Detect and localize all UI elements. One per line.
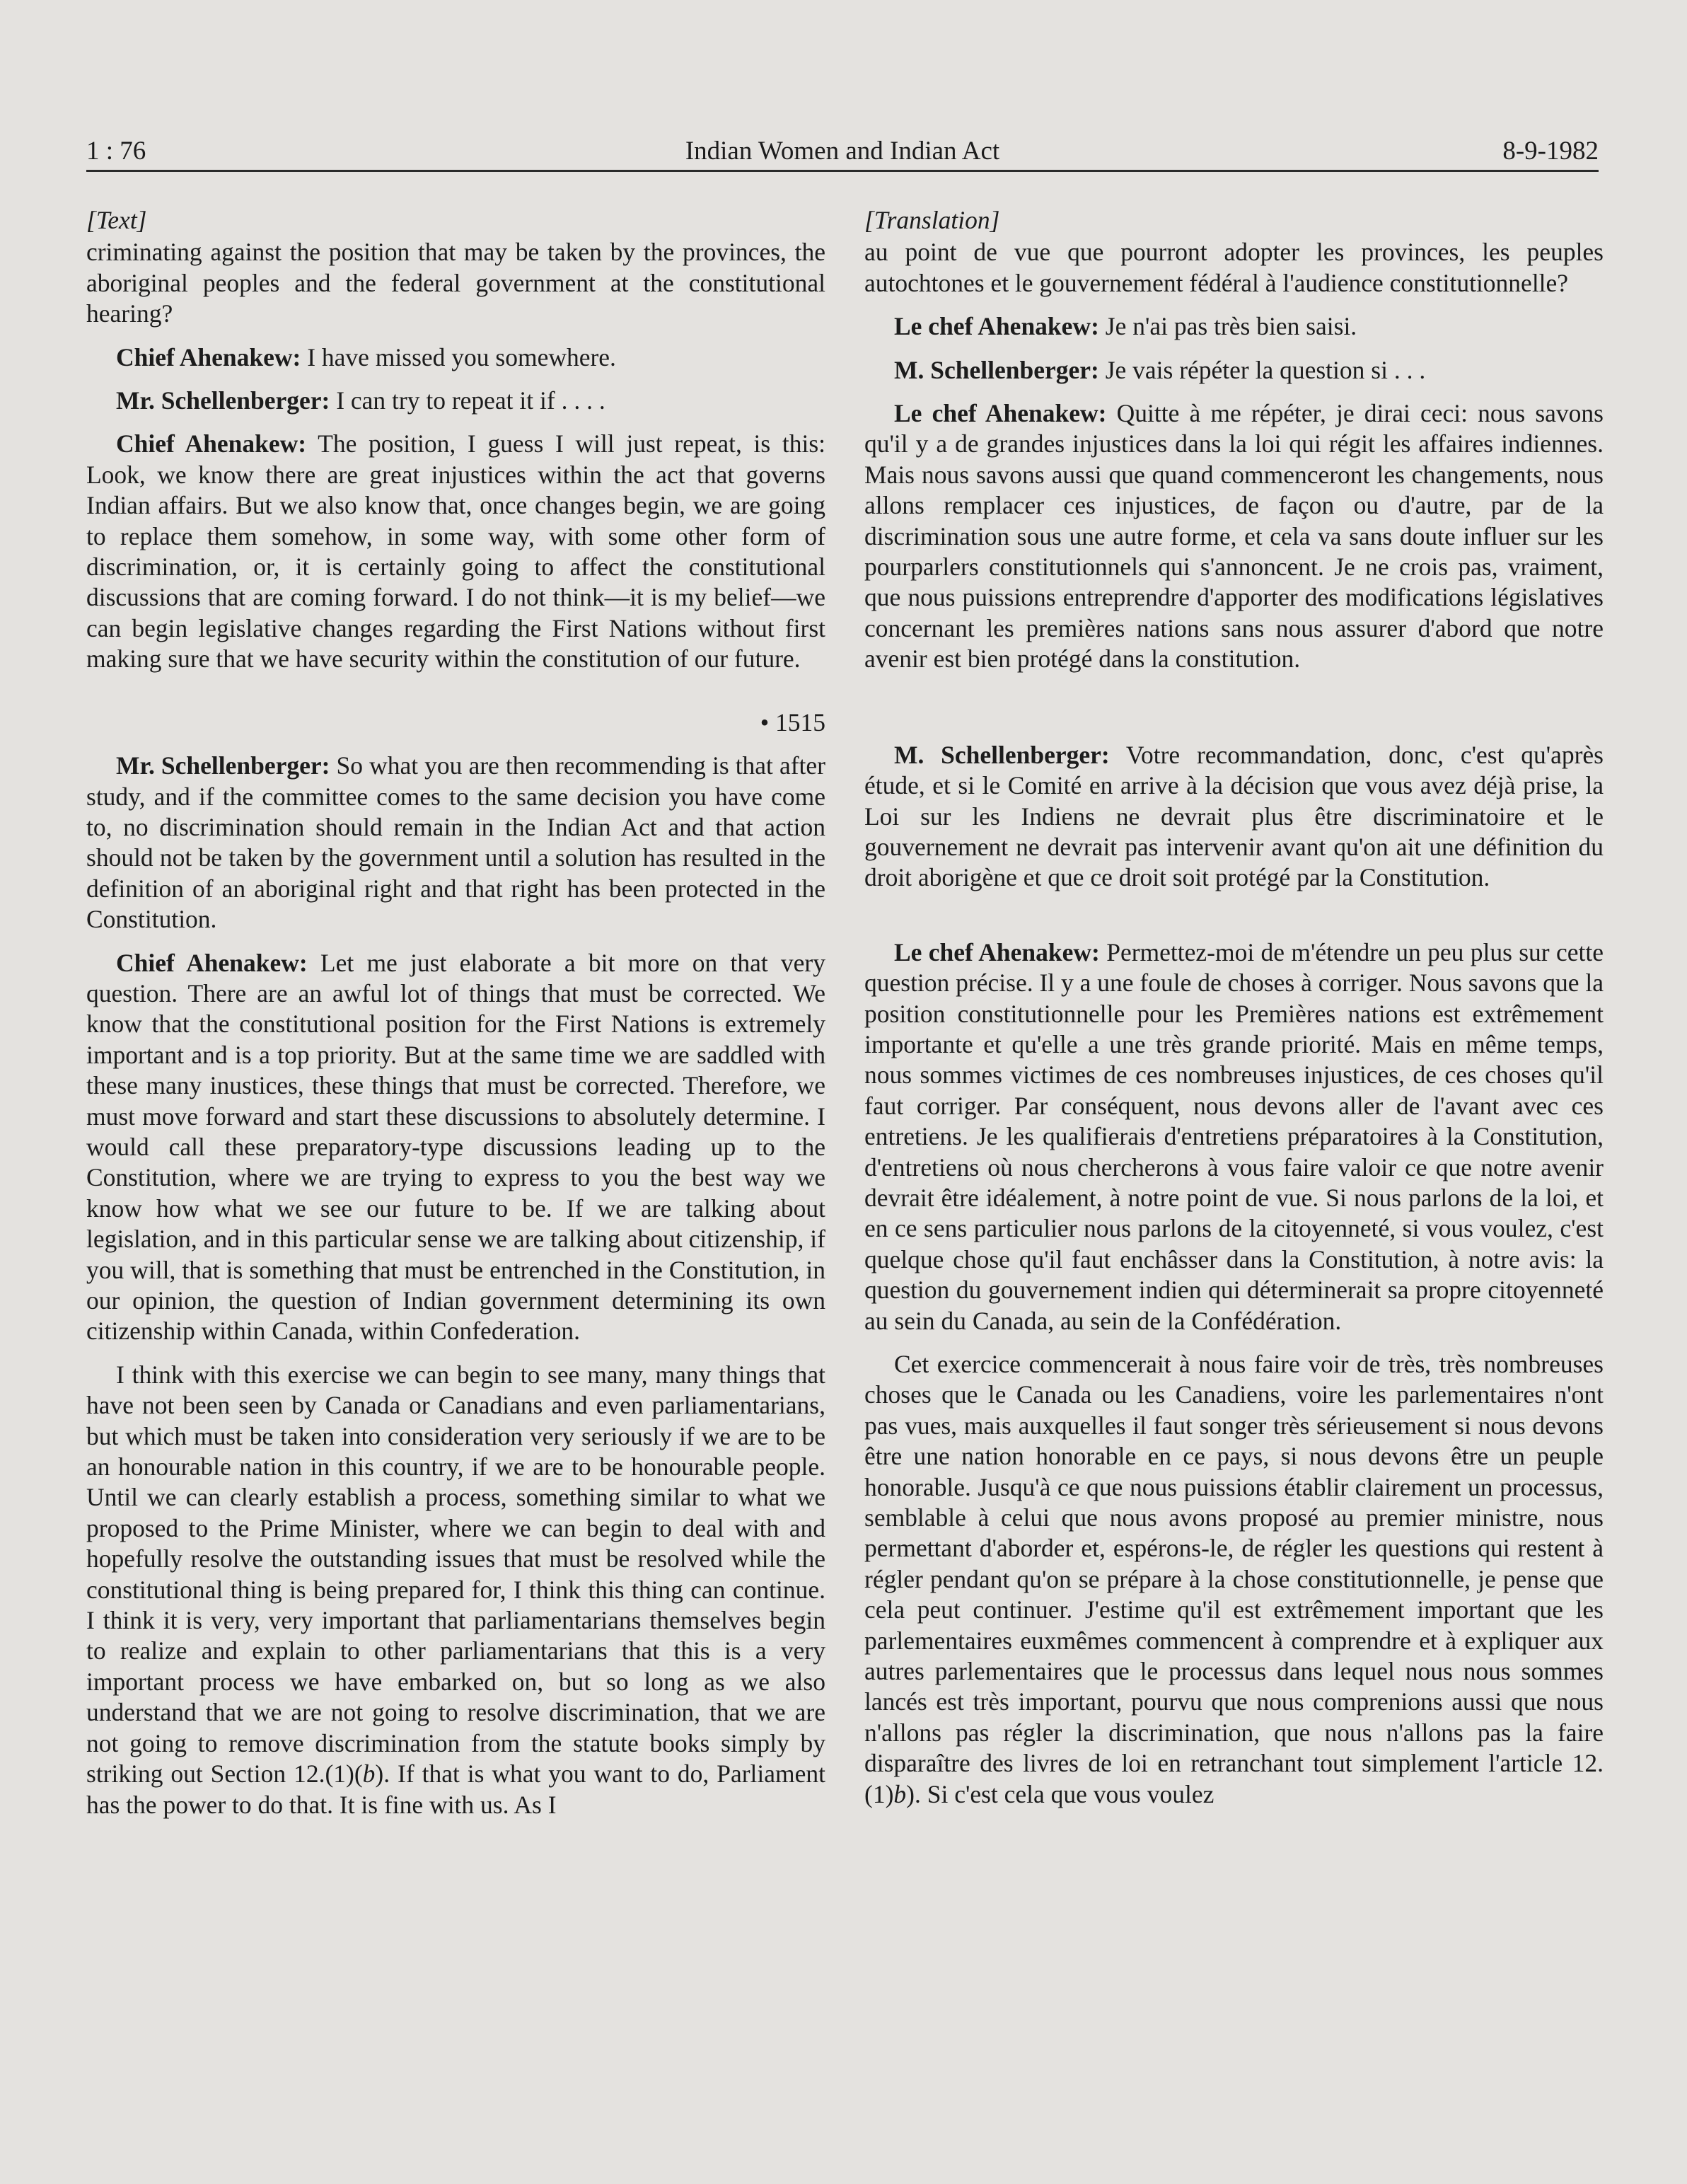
running-title: Indian Women and Indian Act: [685, 137, 1000, 166]
speech-text: Je vais répéter la question si . . .: [1098, 355, 1426, 384]
page-number: 1 : 76: [86, 137, 146, 166]
paragraph: [864, 937, 1604, 1336]
speech-text: I have missed you somewhere.: [301, 342, 616, 371]
paragraph: [864, 740, 1604, 894]
paragraph: [864, 355, 1604, 386]
speech-text: Votre recommandation, donc, c'est qu'après étude, et si le Comité en arrive à la décision que vous avez déjà prise, la Loi sur les Indiens ne devrait plus être discriminatoire et le gouvernement ne devrait pas intervenir avant qu'on ait une définition du droit aborigène et que ce droit soit protégé par la Constitution.: [864, 740, 1604, 892]
speech-text: Cet exercice commencerait à nous faire voir de très, très nombreuses choses que le Canada ou les Canadiens, voire les parlementaires n'ont pas vues, mais auxquelles il faut songer très sérieusement si nous devons être une nation honorable en ce pays, si nous devons être un peuple honorable. Jusqu'à ce que nous puissions établir clairement un processus, semblable à celui que nous avons proposé au premier ministre, nous permettant d'aborder et, espérons-le, de régler les questions qui restent à régler pendant qu'on se prépare à la chose constitutionnelle, je pense que cela peut continuer. J'estime qu'il est extrêmement important que les parlementaires euxmêmes commencent à comprendre et à expliquer aux autres parlementaires que le processus dans lequel nous nous sommes lancés est très important, pourvu que nous comprenions aussi que nous n'allons pas régler la discrimination, que nous n'allons pas la faire disparaître des livres de loi en retranchant tout simplement l'article 12.(1): [864, 1350, 1604, 1808]
speaker-name: Le chef Ahenakew:: [894, 399, 1107, 428]
text-marker: [Text]: [86, 206, 147, 234]
english-column: [86, 205, 825, 1833]
speaker-name: M. Schellenberger:: [894, 740, 1110, 769]
translation-marker: [Translation]: [864, 206, 1000, 234]
paragraph: [86, 429, 825, 674]
paragraph: [864, 398, 1604, 675]
speaker-name: Mr. Schellenberger:: [116, 386, 330, 415]
speech-text: I think with this exercise we can begin to see many, many things that have not been seen by Canada or Canadians and even parliamentarians, but which must be taken into consideration very seriously if we are to be an honourable nation in this country, if we are to be honourable people. Until we can clearly establish a process, something similar to what we proposed to the Prime Minister, where we can begin to deal with and hopefully resolve the outstanding issues that must be resolved while the constitutional thing is being prepared for, I think this thing can continue. I think it is very, very important that parliamentarians themselves begin to realize and explain to other parliamentarians that this is a very important process we have embarked on, but so long as we also understand that we are not going to resolve discrimination, that we are not going to remove discrimination from the statute books simply by striking out Section 12.(1)(: [86, 1360, 825, 1789]
paragraph: [86, 386, 825, 416]
paragraph: [86, 948, 825, 1347]
header-rule: [86, 170, 1599, 172]
paragraph: au point de vue que pourront adopter les provinces, les peuples autochtones et le gouvernement fédéral à l'audience constitutionnelle?: [864, 238, 1604, 297]
speaker-name: Le chef Ahenakew:: [894, 937, 1100, 966]
french-column: [864, 205, 1604, 1822]
time-marker: • 1515: [760, 707, 825, 736]
spacer: [864, 906, 1604, 937]
speech-text: So what you are then recommending is that after study, and if the committee comes to the same decision you have come to, no discrimination should remain in the Indian Act and that action should not be taken by the government until a solution has resulted in the definition of an aboriginal right and that right has been protected in the Constitution.: [86, 751, 825, 934]
speech-text: Permettez-moi de m'étendre un peu plus sur cette question précise. Il y a une foule de choses à corriger. Nous savons que la position constitutionnelle pour les Premières nations est extrêmement importante et qu'elle a une très grande priorité. Mais en même temps, nous sommes victimes de ces nombreuses injustices, de ces choses qu'il faut corriger. Par conséquent, nous devons aller de l'avant avec ces entretiens. Je les qualifierais d'entretiens préparatoires à la Constitution, d'entretiens où nous chercherons à vous faire valoir ce que notre avenir devrait être idéalement, à notre point de vue. Si nous parlons de la loi, et en ce sens particulier nous parlons de la citoyenneté, si vous voulez, c'est quelque chose qu'il faut enchâsser dans la Constitution, à notre avis: la question du gouvernement indien qui déterminerait sa propre citoyenneté au sein du Canada, au sein de la Confédération.: [864, 937, 1604, 1335]
italic-letter: b: [362, 1760, 376, 1789]
paragraph: [86, 1360, 825, 1820]
speaker-name: Mr. Schellenberger:: [116, 751, 330, 780]
spacer: [864, 688, 1604, 740]
speaker-name: Chief Ahenakew:: [116, 342, 301, 371]
speech-text: Let me just elaborate a bit more on that very question. There are an awful lot of things that must be corrected. We know that the constitutional position for the First Nations is extremely important and is a top priority. But at the same time we are saddled with these many inustices, these things that must be corrected. Therefore, we must move forward and start these discussions to absolutely determine. I would call these preparatory-type discussions leading up to the Constitution, where we are trying to express to you the best way we know how what we see our future to be. If we are talking about legislation, and in this particular sense we are talking about citizenship, if you will, that is something that must be entrenched in the Constitution, in our opinion, the question of Indian government determining its own citizenship within Canada, within Confederation.: [86, 948, 825, 1346]
paragraph: criminating against the position that may be taken by the provinces, the aboriginal peoples and the federal government at the constitutional hearing?: [86, 238, 825, 328]
paragraph: [86, 751, 825, 935]
speaker-name: Chief Ahenakew:: [116, 948, 308, 977]
page-header: [86, 136, 1599, 168]
speech-text: ). Si c'est cela que vous voulez: [906, 1779, 1214, 1808]
italic-letter: b: [893, 1779, 907, 1808]
speech-text: ). If that is what you want to do, Parliament has the power to do that. It is fine with us. As I: [86, 1760, 825, 1819]
speaker-name: Le chef Ahenakew:: [894, 312, 1099, 341]
speaker-name: Chief Ahenakew:: [116, 429, 307, 458]
paragraph: [864, 1349, 1604, 1810]
paragraph: [864, 311, 1604, 342]
speech-text: The position, I guess I will just repeat, is this: Look, we know there are great injustices within the act that governs Indian affairs. But we also know that, once changes begin, we are going to replace them somehow, in some way, with some other form of discrimination, or, it is certainly going to affect the constitutional discussions that are coming forward. I do not think—it is my belief—we can begin legislative changes regarding the First Nations without first making sure that we have security within the constitution of our future.: [86, 429, 826, 674]
paragraph: [86, 342, 825, 373]
header-date: 8-9-1982: [1502, 137, 1599, 166]
speech-text: Je n'ai pas très bien saisi.: [1098, 312, 1357, 341]
speech-text: I can try to repeat it if . . . .: [330, 386, 605, 415]
speaker-name: M. Schellenberger:: [894, 355, 1099, 384]
speech-text: Quitte à me répéter, je dirai ceci: nous savons qu'il y a de grandes injustices dans la loi qui régit les affaires indiennes. Mais nous savons aussi que quand commenceront les changements, nous allons remplacer ces injustices, de façon ou d'autre, par de la discrimination sous une autre forme, et cela va sans doute influer sur les pourparlers constitutionnels qui s'annoncent. Je ne crois pas, vraiment, que nous puissions entreprendre d'apporter des modifications législatives concernant les premières nations sans nous assurer d'abord que notre avenir est bien protégé dans la constitution.: [864, 399, 1604, 674]
